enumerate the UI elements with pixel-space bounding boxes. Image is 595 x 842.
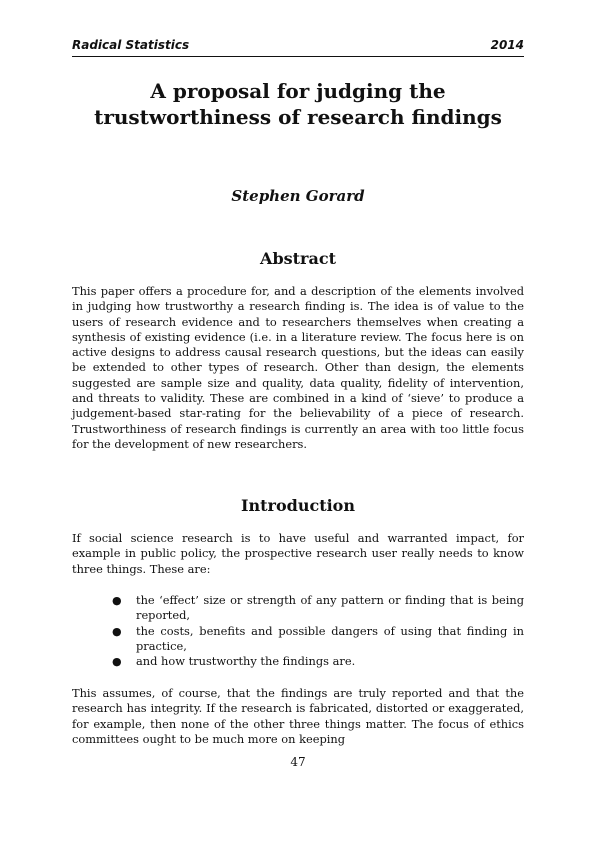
list-item-text: the costs, benefits and possible dangers of using that finding in practice, (136, 623, 524, 653)
journal-year: 2014 (490, 38, 524, 52)
list-item-text: and how trustworthy the findings are. (136, 654, 356, 669)
abstract-paragraph: This paper offers a procedure for, and a description of the elements involved in judging how trustworthy a research finding is. The idea is of value to the users of research evidence and to researchers themselves when creating a synthesis of existing evidence (i.e. in a literature review. The focus here is on active designs to address causal research questions, but the ideas can easily be extended to other types of research. Other than design, the elements suggested are sample size and quality, data quality, fidelity of intervention, and threats to validity. These are combined in a kind of ‘sieve’ to produce a judgement-based star-rating for the believability of a piece of research. Trustworthiness of research findings is currently an area with too little focus for the development of new researchers. (72, 284, 524, 451)
abstract-heading: Abstract (260, 249, 336, 268)
list-item-text: the ‘effect’ size or strength of any pattern or finding that is being reported, (136, 593, 524, 623)
list-item (106, 624, 524, 655)
running-header (72, 36, 524, 57)
bullet-icon: ● (112, 655, 122, 669)
bullet-icon: ● (112, 624, 122, 638)
introduction-heading: Introduction (241, 496, 355, 515)
author-name: Stephen Gorard (231, 187, 365, 205)
list-item (106, 654, 524, 669)
bullet-list (106, 593, 524, 669)
introduction-paragraph-1: If social science research is to have useful and warranted impact, for example in public policy, the prospective research user really needs to know three things. These are: (72, 531, 524, 576)
bullet-icon: ● (112, 594, 122, 607)
page-number: 47 (290, 755, 306, 769)
introduction-paragraph-2: This assumes, of course, that the findings are truly reported and that the research has integrity. If the research is fabricated, distorted or exaggerated, for example, then none of the other three things matter. The focus of ethics committees ought to be much more on keeping (72, 686, 524, 746)
journal-name: Radical Statistics (72, 38, 190, 52)
paper-title: A proposal for judging the trustworthiness of research findings (94, 79, 502, 129)
list-item (106, 593, 524, 624)
